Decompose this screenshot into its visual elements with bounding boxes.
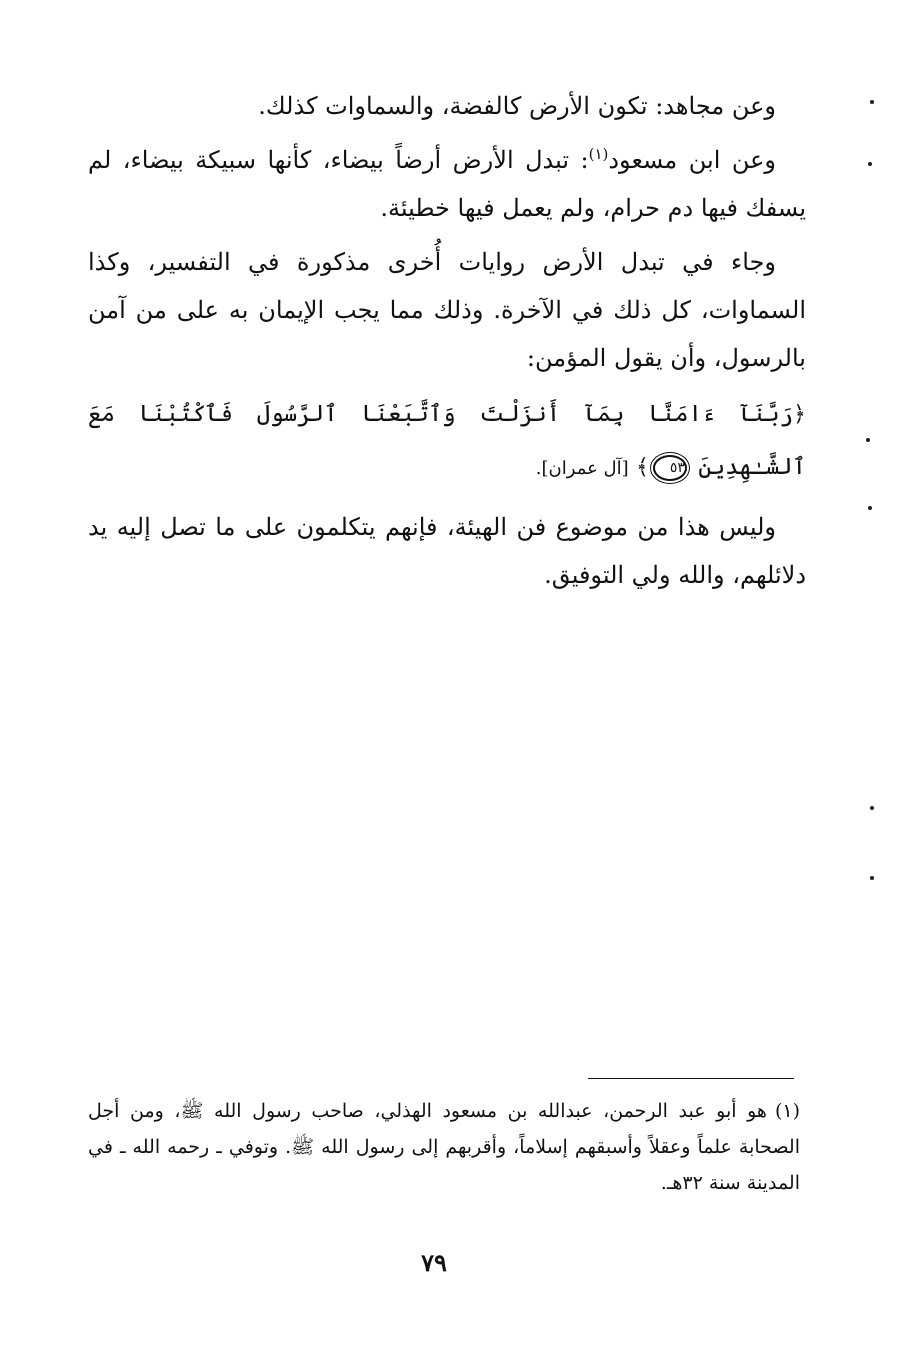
page-number: ٧٩ bbox=[421, 1248, 447, 1277]
paragraph-text: وعن مجاهد: تكون الأرض كالفضة، والسماوات كذلك. bbox=[258, 92, 776, 120]
scan-speck bbox=[870, 100, 874, 104]
main-text bbox=[88, 82, 806, 605]
paragraph-text: : تبدل الأرض أرضاً بيضاء، كأنها سبيكة بيضاء، لم يسفك فيها دم حرام، ولم يعمل فيها خطيئة. bbox=[88, 146, 806, 222]
paragraph-narrations bbox=[88, 238, 806, 382]
quran-open-brace: ﴿ bbox=[793, 402, 806, 427]
paragraph-text: وجاء في تبدل الأرض روايات أُخرى مذكورة في التفسير، وكذا السماوات، كل ذلك في الآخرة. وذلك مما يجب الإيمان به على من آمن بالرسول، وأن يقول المؤمن: bbox=[88, 248, 806, 372]
footnote-text: هو أبو عبد الرحمن، عبدالله بن مسعود الهذلي، صاحب رسول الله ﷺ، ومن أجل الصحابة علماً وعقلاً وأسبقهم إسلاماً، وأقربهم إلى رسول الله ﷺ. وتوفي ـ رحمه الله ـ في المدينة سنة ٣٢هـ. bbox=[88, 1100, 800, 1194]
footnote bbox=[88, 1093, 800, 1201]
scan-speck bbox=[868, 506, 872, 510]
ayah-number-marker: ٥٣ bbox=[653, 455, 687, 481]
scan-speck bbox=[866, 438, 870, 442]
scan-speck bbox=[868, 162, 872, 166]
scan-speck bbox=[870, 806, 874, 810]
quran-close-brace: ﴾ bbox=[635, 455, 649, 480]
paragraph-text: وعن ابن مسعود bbox=[608, 146, 777, 174]
footnote-divider bbox=[588, 1078, 794, 1079]
footnote-reference[interactable]: (١) bbox=[588, 145, 609, 163]
footnote-number: (١) bbox=[774, 1100, 800, 1122]
surah-reference: [آل عمران]. bbox=[535, 458, 629, 479]
paragraph-text: وليس هذا من موضوع فن الهيئة، فإنهم يتكلمون على ما تصل إليه يد دلائلهم، والله ولي التوفيق. bbox=[88, 513, 806, 589]
scan-speck bbox=[870, 876, 874, 880]
paragraph-mujahid bbox=[88, 82, 806, 130]
paragraph-ibn-masud bbox=[88, 136, 806, 232]
quran-verse-text: رَبَّنَآ ءَامَنَّا بِمَآ أَنزَلْتَ وَٱتَّبَعْنَا ٱلرَّسُولَ فَٱكْتُبْنَا مَعَ ٱلشَّـٰهِدِينَ bbox=[88, 401, 806, 480]
paragraph-astronomy bbox=[88, 503, 806, 599]
quran-verse bbox=[88, 388, 806, 495]
